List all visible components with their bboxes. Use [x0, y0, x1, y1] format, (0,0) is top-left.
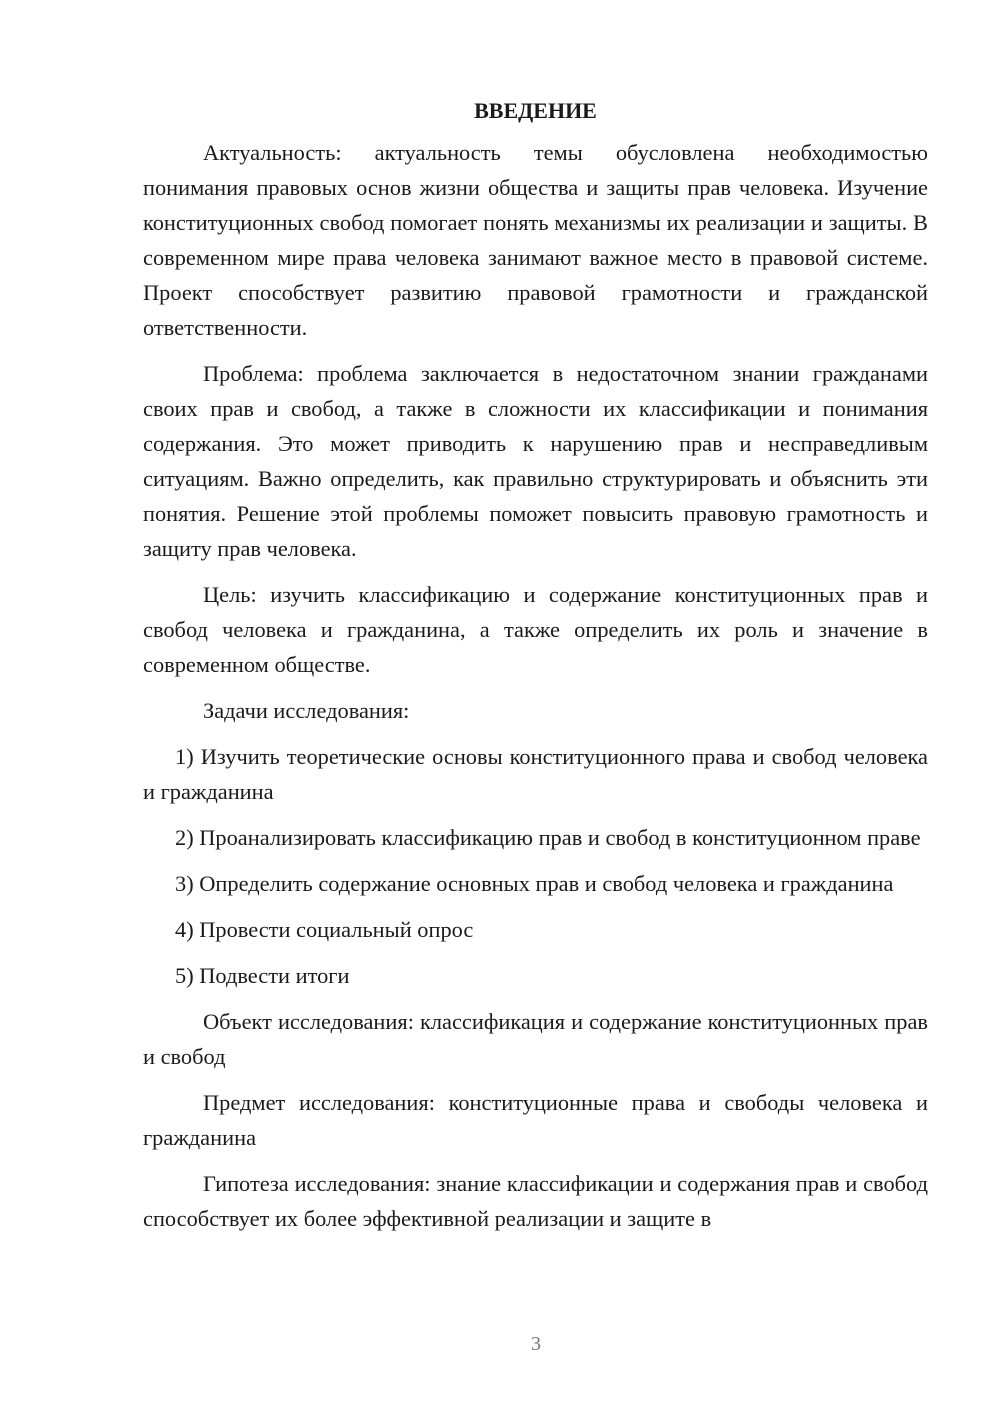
task-item: 2) Проанализировать классификацию прав и свобод в конституционном праве	[175, 825, 921, 850]
subject-paragraph: Предмет исследования: конституционные права и свободы человека и гражданина	[143, 1090, 928, 1150]
task-item: 3) Определить содержание основных прав и свобод человека и гражданина	[175, 871, 894, 896]
section-title: ВВЕДЕНИЕ	[474, 98, 597, 123]
page-number: 3	[531, 1333, 541, 1355]
document-page	[143, 96, 928, 1247]
object-paragraph: Объект исследования: классификация и содержание конституционных прав и свобод	[143, 1009, 928, 1069]
tasks-heading: Задачи исследования:	[203, 698, 410, 723]
relevance-paragraph: Актуальность: актуальность темы обусловлена необходимостью понимания правовых основ жизни общества и защиты прав человека. Изучение конституционных свобод помогает понять механизмы их реализации и защиты. В современном мире права человека занимают важное место в правовой системе. Проект способствует развитию правовой грамотности и гражданской ответственности.	[143, 140, 928, 340]
task-item: 5) Подвести итоги	[175, 963, 350, 988]
goal-paragraph: Цель: изучить классификацию и содержание конституционных прав и свобод человека и гражданина, а также определить их роль и значение в современном обществе.	[143, 582, 928, 677]
task-item: 4) Провести социальный опрос	[175, 917, 474, 942]
task-item: 1) Изучить теоретические основы конституционного права и свобод человека и гражданина	[143, 744, 928, 804]
hypothesis-paragraph: Гипотеза исследования: знание классификации и содержания прав и свобод способствует их более эффективной реализации и защите в	[143, 1171, 928, 1231]
problem-paragraph: Проблема: проблема заключается в недостаточном знании гражданами своих прав и свобод, а также в сложности их классификации и понимания содержания. Это может приводить к нарушению прав и несправедливым ситуациям. Важно определить, как правильно структурировать и объяснить эти понятия. Решение этой проблемы поможет повысить правовую грамотность и защиту прав человека.	[143, 361, 928, 561]
